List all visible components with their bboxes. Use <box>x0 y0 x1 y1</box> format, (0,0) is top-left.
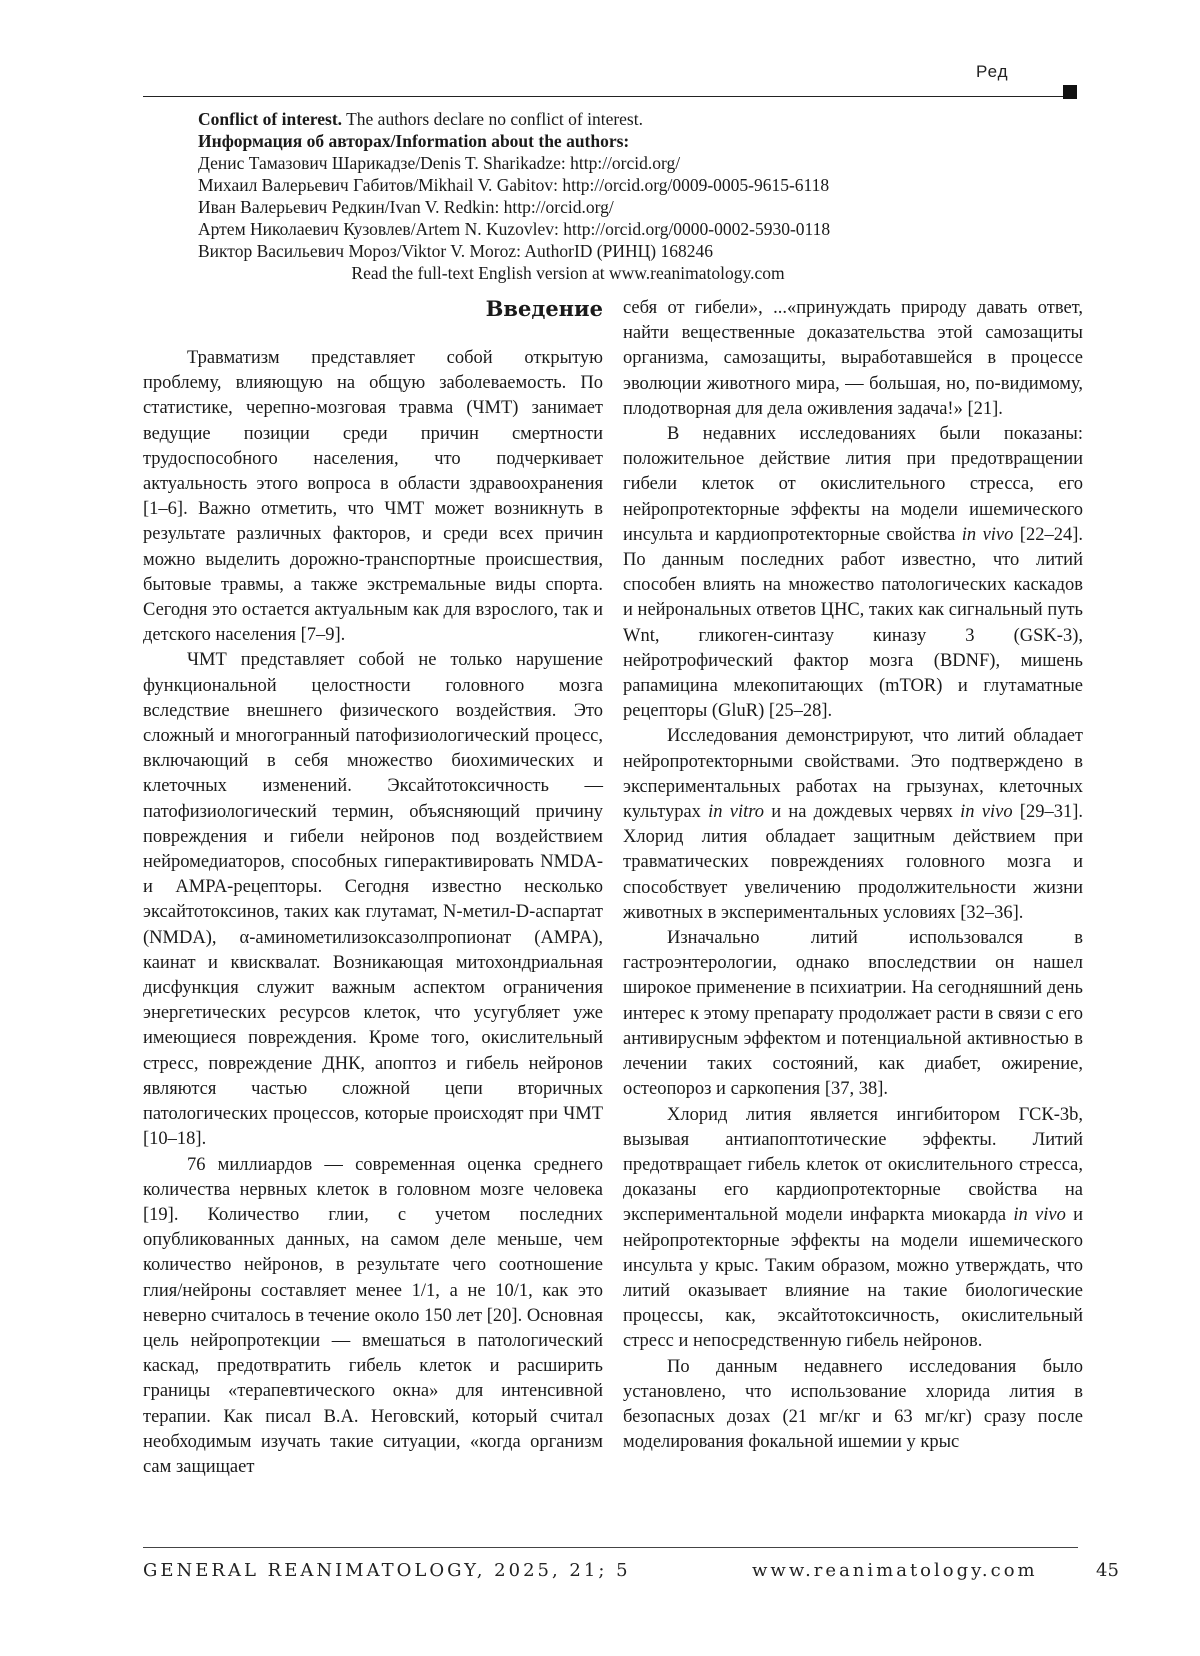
paragraph: В недавних исследованиях были показаны: положительное действие лития при предотвращении гибели клеток от окислительного стресса, его нейропротекторные эффекты на модели ишемического инсульта и кардиопротекторные свойства in vivo [22–24]. По данным последних работ известно, что литий способен влиять на множество патологических каскадов и нейрональных ответов ЦНС, таких как сигнальный путь Wnt, гликоген-синтазу киназу 3 (GSK-3), нейротрофический фактор мозга (BDNF), мишень рапамицина млекопитающих (mTOR) и глутаматные рецепторы (GluR) [25–28]. <box>623 424 1083 722</box>
fulltext-note: Read the full-text English version at www.reanimatology.com <box>351 263 785 283</box>
author-line: Иван Валерьевич Редкин/Ivan V. Redkin: http://orcid.org/ <box>198 197 614 217</box>
author-line: Денис Тамазович Шарикадзе/Denis T. Sharikadze: http://orcid.org/ <box>198 153 681 173</box>
footer-rule <box>143 1547 1078 1548</box>
page-number: 45 <box>1096 1560 1119 1581</box>
paragraph: Хлорид лития является ингибитором ГСК-3b, вызывая антиапоптотические эффекты. Литий предотвращает гибель клеток от окислительного стресса, доказаны его кардиопротекторные свойства на экспериментальной модели инфаркта миокарда in vivo и нейропротекторные эффекты на модели ишемического инсульта у крыс. Таким образом, можно утверждать, что литий оказывает влияние на такие биологические процессы, как, эксайтотоксичность, окислительный стресс и непосредственную гибель нейронов. <box>623 1104 1084 1352</box>
conflict-text: The authors declare no conflict of interest. <box>342 109 643 129</box>
paragraph: себя от гибели», ...«принуждать природу давать ответ, найти вещественные доказательства этой самозащиты организма, самозащиты, выработавшейся в процессе эволюции животного мира, — большая, но, по-видимому, плодотворная для дела оживления задача!» [21]. <box>623 298 1083 419</box>
paragraph: По данным недавнего исследования было установлено, что использование хлорида лития в безопасных дозах (21 мг/кг и 63 мг/кг) сразу после моделирования фокальной ишемии у крыс <box>623 1356 1083 1453</box>
right-column <box>623 296 1083 1455</box>
paragraph: ЧМТ представляет собой не только нарушение функциональной целостности головного мозга вследствие внешнего физического воздействия. Это сложный и многогранный патофизиологический процесс, включающий в себя множество биохимических и клеточных изменений. Эксайтотоксичность — патофизиологический термин, объясняющий причину повреждения и гибели нейронов под воздействием нейромедиаторов, способных гиперактивировать NMDA- и AMPA-рецепторы. Сегодня известно несколько эксайтотоксинов, таких как глутамат, N-метил-D-аспартат (NMDA), α-аминометилизоксазолпропионат (AMPA), каинат и квисквалат. Возникающая митохондриальная дисфункция служит важным аспектом ограничения энергетических ресурсов клеток, что усугубляет уже имеющиеся повреждения. Кроме того, окислительный стресс, повреждение ДНК, апоптоз и гибель нейронов являются частью сложной цепи вторичных патологических процессов, которые происходят при ЧМТ [10–18]. <box>143 650 603 1150</box>
conflict-label: Conflict of interest. <box>198 109 343 129</box>
section-tag: Ред <box>976 62 1009 81</box>
section-heading: Введение <box>485 296 603 321</box>
paragraph: Исследования демонстрируют, что литий обладает нейропротекторными свойствами. Это подтверждено в экспериментальных работах на грызунах, клеточных культурах in vitro и на дождевых червях in vivo [29–31]. Хлорид лития обладает защитным действием при травматических повреждениях головного мозга и способствует увеличению продолжительности жизни животных в экспериментальных условиях [32–36]. <box>623 726 1083 923</box>
paragraph: Изначально литий использовался в гастроэнтерологии, однако впоследствии он нашел широкое применение в психиатрии. На сегодняшний день интерес к этому препарату продолжает расти в связи с его антивирусным эффектом и потенциальной активностью в лечении таких состояний, как диабет, ожирение, остеопороз и саркопения [37, 38]. <box>623 928 1083 1100</box>
top-rule <box>143 96 1074 97</box>
author-line: Виктор Васильевич Мороз/Viktor V. Moroz: AuthorID (РИНЦ) 168246 <box>198 241 713 261</box>
left-column <box>143 296 603 1480</box>
authors-block <box>198 108 1078 284</box>
author-line: Михаил Валерьевич Габитов/Mikhail V. Gabitov: http://orcid.org/0009-0005-9615-6118 <box>198 175 830 195</box>
authors-info-heading: Информация об авторах/Information about the authors: <box>198 131 630 151</box>
author-line: Артем Николаевич Кузовлев/Artem N. Kuzovlev: http://orcid.org/0000-0002-5930-0118 <box>198 219 831 239</box>
conflict-of-interest <box>198 108 1078 130</box>
journal-website: www.reanimatology.com <box>752 1560 1038 1581</box>
journal-citation: GENERAL REANIMATOLOGY, 2025, 21; 5 <box>143 1560 631 1581</box>
corner-marker <box>1063 85 1077 99</box>
paragraph: Травматизм представляет собой открытую проблему, влияющую на общую заболеваемость. По статистике, черепно-мозговая травма (ЧМТ) занимает ведущие позиции среди причин смертности трудоспособного населения, что подчеркивает актуальность этого вопроса в области здравоохранения [1–6]. Важно отметить, что ЧМТ может возникнуть в результате различных факторов, и среди всех причин можно выделить дорожно-транспортные происшествия, бытовые травмы, а также экстремальные виды спорта. Сегодня это остается актуальным как для взрослого, так и детского населения [7–9]. <box>143 348 603 646</box>
paragraph: 76 миллиардов — современная оценка среднего количества нервных клеток в головном мозге человека [19]. Количество глии, с учетом последних опубликованных данных, на самом деле меньше, чем количество нейронов, в результате чего соотношение глия/нейроны составляет менее 1/1, а не 10/1, как это неверно считалось в течение около 150 лет [20]. Основная цель нейропротекции — вмешаться в патологический каскад, предотвратить гибель клеток и расширить границы «терапевтического окна» для интенсивной терапии. Как писал В.А. Неговский, который считал необходимым изучать такие ситуации, «когда организм сам защищает <box>143 1154 603 1477</box>
